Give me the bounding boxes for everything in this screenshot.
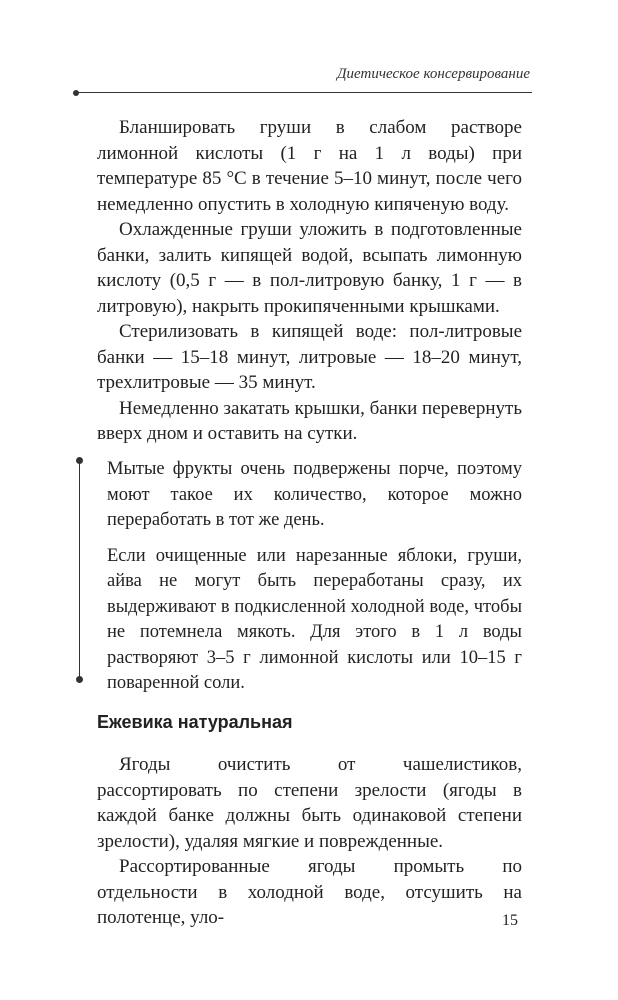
header-rule (76, 92, 532, 93)
body-text-bottom (97, 752, 522, 931)
note-paragraph: Если очищенные или нарезанные яблоки, груши, айва не могут быть переработаны сразу, их выдерживают в подкисленной холодной воде, чтобы не потемнела мякоть. Для этого в 1 л воды растворяют 3–5 г лимонной кислоты или 10–15 г поваренной соли. (107, 545, 522, 693)
note-rule-bottom-dot (76, 676, 83, 683)
paragraph: Охлажденные груши уложить в подготовленные банки, залить кипящей водой, всыпать лимонную кислоту (0,5 г — в пол-литровую банку, 1 г — в литровую), накрыть прокипяченными крышками. (97, 219, 522, 317)
note-rule (79, 461, 80, 679)
paragraph: Стерилизовать в кипящей воде: пол-литровые банки — 15–18 минут, литровые — 18–20 минут, трехлитровые — 35 минут. (97, 321, 522, 393)
paragraph: Бланшировать груши в слабом растворе лимонной кислоты (1 г на 1 л воды) при температуре 85 °C в течение 5–10 минут, после чего немедленно опустить в холодную кипяченую воду. (97, 117, 522, 215)
note-rule-top-dot (76, 457, 83, 464)
paragraph: Ягоды очистить от чашелистиков, рассортировать по степени зрелости (ягоды в каждой банке должны быть одинаковой степени зрелости), удаляя мягкие и поврежденные. (97, 754, 522, 852)
section-heading: Ежевика натуральная (97, 712, 293, 732)
note-text (107, 457, 522, 707)
note-box (75, 457, 522, 693)
running-header-title: Диетическое консервирование (337, 66, 530, 82)
body-text-top (97, 115, 522, 447)
page-number: 15 (502, 912, 518, 929)
paragraph: Немедленно закатать крышки, банки перевернуть вверх дном и оставить на сутки. (97, 397, 522, 444)
paragraph: Рассортированные ягоды промыть по отдельности в холодной воде, отсушить на полотенце, уло- (97, 856, 522, 928)
note-paragraph: Мытые фрукты очень подвержены порче, поэтому моют такое их количество, которое можно переработать в тот же день. (107, 459, 522, 530)
header-rule-dot (73, 90, 79, 96)
